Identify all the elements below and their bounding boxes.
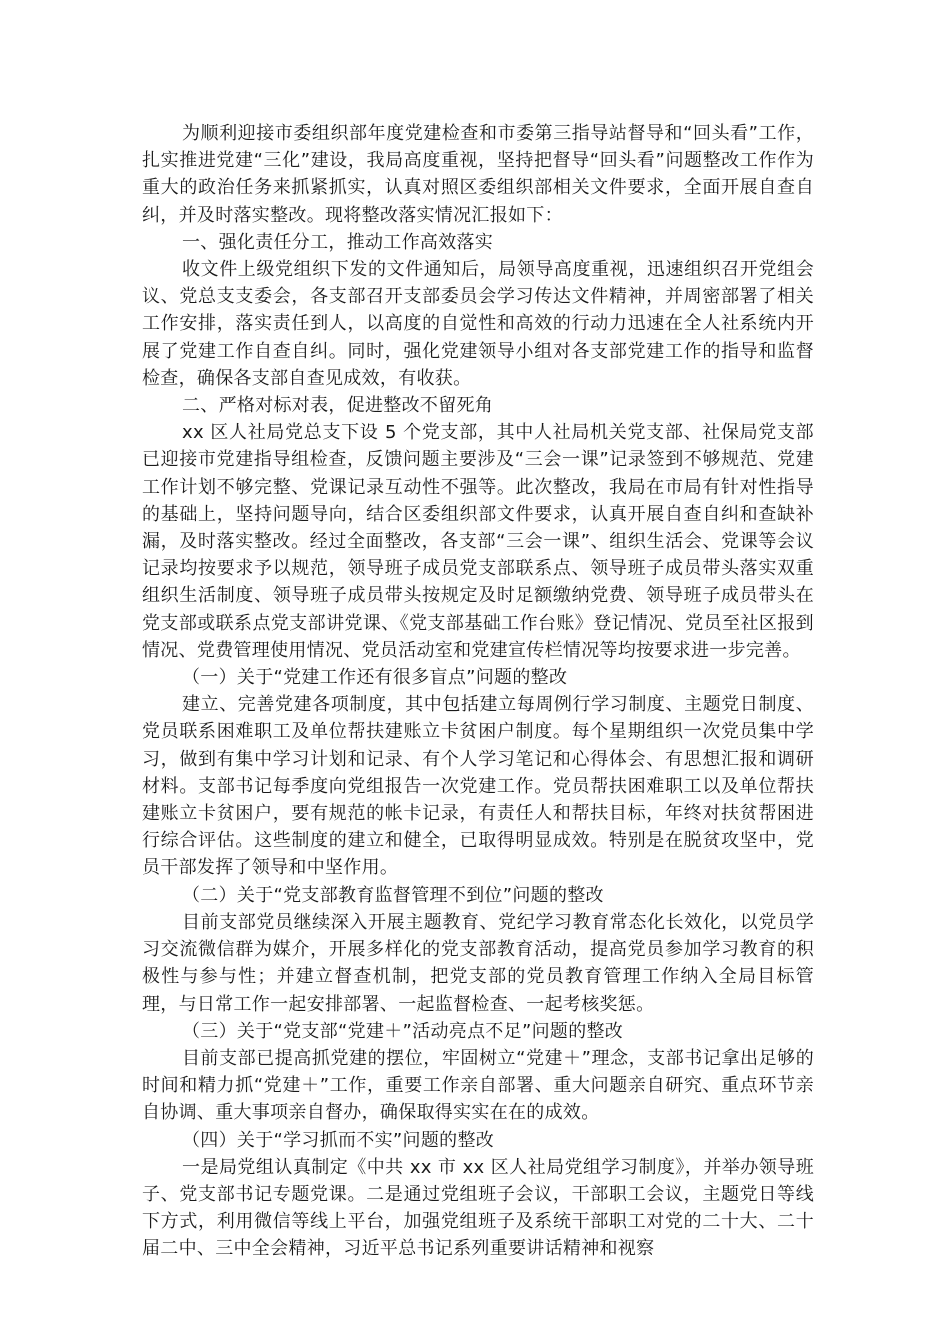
section-heading-2: 二、严格对标对表，促进整改不留死角 xyxy=(182,395,494,417)
subsection-4-paragraph: 一是局党组认真制定《中共 xx 市 xx 区人社局党组学习制度》，并举办领导班子、党支部书记专题党课。二是通过党组班子会议，干部职工会议，主题党日等线下方式，利用微信等线上平台，加强党组班子及系统干部职工对党的二十大、二十届二中、三中全会精神，习近平总书记系列重要讲话精神和视察 xyxy=(142,1156,814,1260)
document-page xyxy=(142,120,814,1263)
subsection-heading-2: （二）关于“党支部教育监督管理不到位”问题的整改 xyxy=(182,884,604,906)
section-heading-1: 一、强化责任分工，推动工作高效落实 xyxy=(182,231,494,253)
subsection-1-paragraph: 建立、完善党建各项制度，其中包括建立每周例行学习制度、主题党日制度、党员联系困难职工及单位帮扶建账立卡贫困户制度。每个星期组织一次党员集中学习，做到有集中学习计划和记录、有个人学习笔记和心得体会、有思想汇报和调研材料。支部书记每季度向党组报告一次党建工作。党员帮扶困难职工以及单位帮扶建账立卡贫困户，要有规范的帐卡记录，有责任人和帮扶目标，年终对扶贫帮困进行综合评估。这些制度的建立和健全，已取得明显成效。特别是在脱贫攻坚中，党员干部发挥了领导和中坚作用。 xyxy=(142,694,814,879)
subsection-3-paragraph: 目前支部已提高抓党建的摆位，牢固树立“党建＋”理念，支部书记拿出足够的时间和精力抓“党建＋”工作，重要工作亲自部署、重大问题亲自研究、重点环节亲自协调、重大事项亲自督办，确保取得实实在在的成效。 xyxy=(142,1047,814,1124)
subsection-heading-3: （三）关于“党支部“党建＋”活动亮点不足”问题的整改 xyxy=(182,1020,624,1042)
intro-paragraph: 为顺利迎接市委组织部年度党建检查和市委第三指导站督导和“回头看”工作，扎实推进党建“三化”建设，我局高度重视，坚持把督导“回头看”问题整改工作作为重大的政治任务来抓紧抓实，认真对照区委组织部相关文件要求，全面开展自查自纠，并及时落实整改。现将整改落实情况汇报如下： xyxy=(142,123,814,226)
section-1-paragraph: 收文件上级党组织下发的文件通知后，局领导高度重视，迅速组织召开党组会议、党总支支委会，各支部召开支部委员会学习传达文件精神，并周密部署了相关工作安排，落实责任到人，以高度的自觉性和高效的行动力迅速在全人社系统内开展了党建工作自查自纠。同时，强化党建领导小组对各支部党建工作的指导和监督检查，确保各支部自查见成效，有收获。 xyxy=(142,259,814,389)
subsection-2-paragraph: 目前支部党员继续深入开展主题教育、党纪学习教育常态化长效化，以党员学习交流微信群为媒介，开展多样化的党支部教育活动，提高党员参加学习教育的积极性与参与性；并建立督查机制，把党支部的党员教育管理工作纳入全局目标管理，与日常工作一起安排部署、一起监督检查、一起考核奖惩。 xyxy=(142,911,814,1015)
subsection-heading-4: （四）关于“学习抓而不实”问题的整改 xyxy=(182,1129,495,1151)
section-2-paragraph: xx 区人社局党总支下设 5 个党支部，其中人社局机关党支部、社保局党支部已迎接市党建指导组检查，反馈问题主要涉及“三会一课”记录签到不够规范、党建工作计划不够完整、党课记录互动性不强等。此次整改，我局在市局有针对性指导的基础上，坚持问题导向，结合区委组织部文件要求，认真开展自查自纠和查缺补漏，及时落实整改。经过全面整改，各支部“三会一课”、组织生活会、党课等会议记录均按要求予以规范，领导班子成员党支部联系点、领导班子成员带头落实双重组织生活制度、领导班子成员带头按规定及时足额缴纳党费、领导班子成员带头在党支部或联系点党支部讲党课、《党支部基础工作台账》登记情况、党员至社区报到情况、党费管理使用情况、党员活动室和党建宣传栏情况等均按要求进一步完善。 xyxy=(142,422,814,661)
subsection-heading-1: （一）关于“党建工作还有很多盲点”问题的整改 xyxy=(182,667,568,689)
